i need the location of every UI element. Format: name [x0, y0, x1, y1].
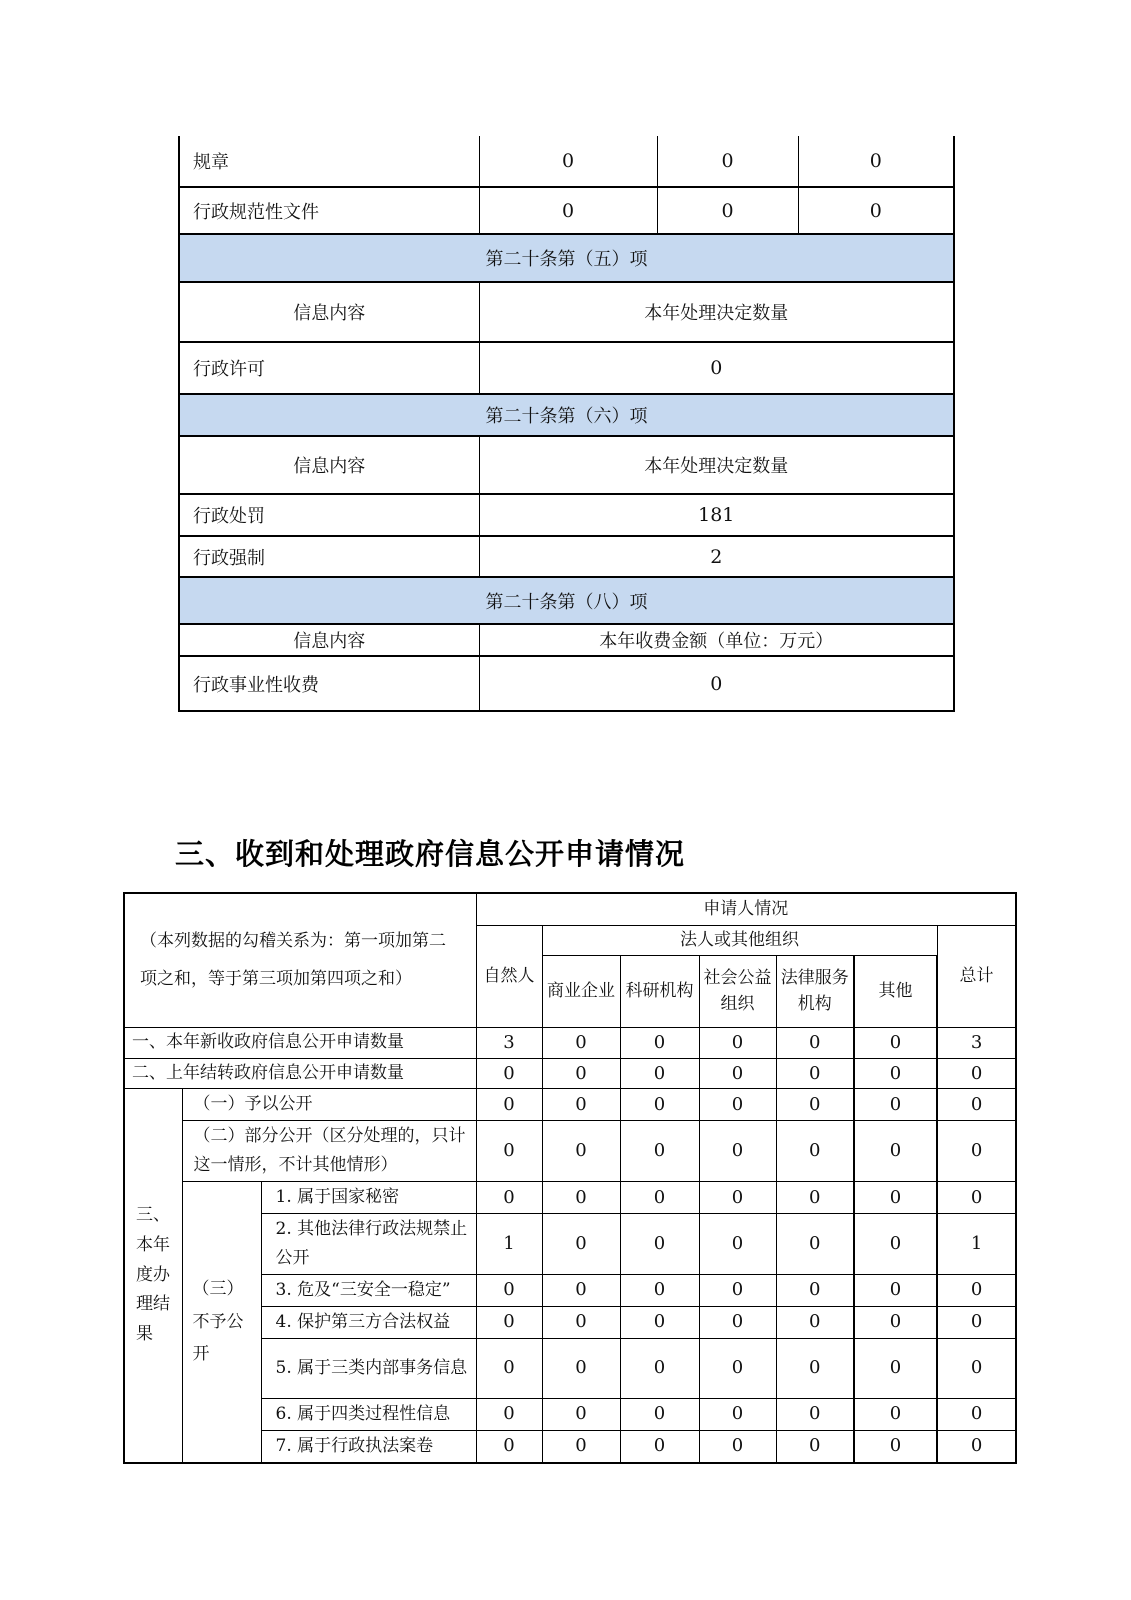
value-cell: 0 [699, 1027, 776, 1058]
row-label: 4. 保护第三方合法权益 [261, 1306, 476, 1338]
column-header: 本年处理决定数量 [479, 282, 954, 342]
value-cell: 0 [657, 187, 798, 234]
value-cell: 0 [620, 1121, 699, 1182]
value-cell: 0 [699, 1058, 776, 1089]
column-header: 商业企业 [542, 955, 620, 1027]
value-cell: 3 [476, 1027, 542, 1058]
value-cell: 0 [699, 1306, 776, 1338]
value-cell: 0 [776, 1089, 854, 1121]
column-header-legal-entity-group: 法人或其他组织 [542, 925, 937, 955]
value-cell: 0 [476, 1338, 542, 1398]
value-cell: 0 [854, 1182, 937, 1214]
value-cell: 0 [699, 1089, 776, 1121]
column-header-natural-person: 自然人 [476, 925, 542, 1027]
column-header: 本年处理决定数量 [479, 436, 954, 494]
value-cell: 0 [937, 1058, 1016, 1089]
row-label: 规章 [179, 136, 479, 187]
value-cell: 0 [776, 1306, 854, 1338]
row-label: 行政处罚 [179, 494, 479, 536]
column-header: 信息内容 [179, 282, 479, 342]
row-label: 2. 其他法律行政法规禁止公开 [261, 1214, 476, 1275]
column-header: 信息内容 [179, 624, 479, 656]
value-cell: 0 [479, 136, 657, 187]
section-band-row [179, 234, 954, 282]
row-label: 行政许可 [179, 342, 479, 394]
column-header-applicant-group: 申请人情况 [476, 893, 1016, 925]
value-cell: 0 [476, 1121, 542, 1182]
section-band-label: 第二十条第（五）项 [179, 234, 954, 282]
value-cell: 0 [620, 1338, 699, 1398]
column-header: 法律服务机构 [776, 955, 854, 1027]
table-row [179, 624, 954, 656]
value-cell: 3 [937, 1027, 1016, 1058]
table-row [179, 187, 954, 234]
row-label: 3. 危及“三安全一稳定” [261, 1274, 476, 1306]
value-cell: 0 [542, 1274, 620, 1306]
section-title: 三、收到和处理政府信息公开申请情况 [175, 837, 686, 871]
section-band-label: 第二十条第（六）项 [179, 394, 954, 436]
row-group-label: 三、本年度办理结果 [124, 1089, 182, 1463]
value-cell: 0 [699, 1398, 776, 1430]
row-label: 1. 属于国家秘密 [261, 1182, 476, 1214]
value-cell: 0 [776, 1430, 854, 1462]
value-cell: 0 [776, 1398, 854, 1430]
value-cell: 0 [476, 1058, 542, 1089]
value-cell: 2 [479, 536, 954, 577]
value-cell: 0 [542, 1121, 620, 1182]
value-cell: 0 [620, 1089, 699, 1121]
value-cell: 0 [854, 1121, 937, 1182]
value-cell: 0 [854, 1027, 937, 1058]
table-row [179, 494, 954, 536]
column-header: 科研机构 [620, 955, 699, 1027]
value-cell: 0 [776, 1338, 854, 1398]
column-header-total: 总计 [937, 925, 1016, 1027]
value-cell: 0 [937, 1182, 1016, 1214]
value-cell: 0 [937, 1089, 1016, 1121]
row-label: 5. 属于三类内部事务信息 [261, 1338, 476, 1398]
row-label: 二、上年结转政府信息公开申请数量 [124, 1058, 476, 1089]
row-label: 6. 属于四类过程性信息 [261, 1398, 476, 1430]
value-cell: 181 [479, 494, 954, 536]
value-cell: 0 [699, 1430, 776, 1462]
value-cell: 0 [937, 1430, 1016, 1462]
section-band-row [179, 577, 954, 624]
value-cell: 0 [854, 1338, 937, 1398]
value-cell: 0 [854, 1089, 937, 1121]
table-row [179, 536, 954, 577]
table-row [124, 1058, 1016, 1089]
value-cell: 0 [699, 1214, 776, 1275]
header-row [124, 893, 1016, 925]
column-header: 本年收费金额（单位：万元） [479, 624, 954, 656]
value-cell: 0 [479, 656, 954, 711]
value-cell: 0 [854, 1306, 937, 1338]
value-cell: 0 [620, 1398, 699, 1430]
value-cell: 0 [620, 1430, 699, 1462]
table-row [179, 136, 954, 187]
value-cell: 0 [542, 1430, 620, 1462]
row-label: 行政规范性文件 [179, 187, 479, 234]
value-cell: 0 [937, 1306, 1016, 1338]
value-cell: 0 [776, 1274, 854, 1306]
value-cell: 0 [699, 1182, 776, 1214]
value-cell: 0 [620, 1274, 699, 1306]
value-cell: 0 [620, 1306, 699, 1338]
value-cell: 0 [620, 1027, 699, 1058]
value-cell: 0 [776, 1027, 854, 1058]
table-row [124, 1089, 1016, 1121]
table-row [124, 1027, 1016, 1058]
section-band-row [179, 394, 954, 436]
value-cell: 0 [542, 1089, 620, 1121]
value-cell: 1 [937, 1214, 1016, 1275]
value-cell: 0 [699, 1338, 776, 1398]
value-cell: 0 [620, 1214, 699, 1275]
row-label: 7. 属于行政执法案卷 [261, 1430, 476, 1462]
value-cell: 0 [937, 1338, 1016, 1398]
value-cell: 0 [776, 1182, 854, 1214]
value-cell: 0 [854, 1214, 937, 1275]
value-cell: 0 [476, 1430, 542, 1462]
value-cell: 0 [542, 1214, 620, 1275]
table-row [179, 282, 954, 342]
row-subgroup-label: （三）不予公开 [182, 1182, 261, 1463]
value-cell: 0 [542, 1398, 620, 1430]
value-cell: 0 [476, 1182, 542, 1214]
table-row [179, 436, 954, 494]
value-cell: 0 [776, 1058, 854, 1089]
value-cell: 0 [854, 1430, 937, 1462]
value-cell: 0 [854, 1274, 937, 1306]
value-cell: 0 [798, 187, 954, 234]
table-row [179, 342, 954, 394]
value-cell: 0 [937, 1121, 1016, 1182]
value-cell: 0 [542, 1058, 620, 1089]
column-header: 信息内容 [179, 436, 479, 494]
value-cell: 0 [854, 1398, 937, 1430]
value-cell: 0 [542, 1027, 620, 1058]
value-cell: 0 [699, 1274, 776, 1306]
value-cell: 0 [620, 1058, 699, 1089]
value-cell: 0 [476, 1398, 542, 1430]
value-cell: 0 [937, 1398, 1016, 1430]
value-cell: 0 [620, 1182, 699, 1214]
row-label: 行政强制 [179, 536, 479, 577]
value-cell: 0 [476, 1306, 542, 1338]
value-cell: 0 [798, 136, 954, 187]
value-cell: 0 [699, 1121, 776, 1182]
reconciliation-note: （本列数据的勾稽关系为：第一项加第二项之和，等于第三项加第四项之和） [124, 893, 476, 1027]
value-cell: 0 [479, 187, 657, 234]
value-cell: 0 [476, 1089, 542, 1121]
table-row [179, 656, 954, 711]
value-cell: 0 [542, 1182, 620, 1214]
value-cell: 0 [937, 1274, 1016, 1306]
value-cell: 0 [476, 1274, 542, 1306]
value-cell: 0 [776, 1121, 854, 1182]
value-cell: 0 [542, 1306, 620, 1338]
value-cell: 0 [479, 342, 954, 394]
row-label: （二）部分公开（区分处理的，只计这一情形，不计其他情形） [182, 1121, 476, 1182]
section-band-label: 第二十条第（八）项 [179, 577, 954, 624]
value-cell: 0 [657, 136, 798, 187]
row-label: 一、本年新收政府信息公开申请数量 [124, 1027, 476, 1058]
applications-table [123, 892, 1017, 1464]
table-row [124, 1121, 1016, 1182]
column-header: 其他 [854, 955, 937, 1027]
value-cell: 0 [542, 1338, 620, 1398]
table-row [124, 1182, 1016, 1214]
value-cell: 0 [776, 1214, 854, 1275]
article20-table [178, 136, 955, 712]
row-label: 行政事业性收费 [179, 656, 479, 711]
value-cell: 0 [854, 1058, 937, 1089]
value-cell: 1 [476, 1214, 542, 1275]
row-label: （一）予以公开 [182, 1089, 476, 1121]
column-header: 社会公益组织 [699, 955, 776, 1027]
